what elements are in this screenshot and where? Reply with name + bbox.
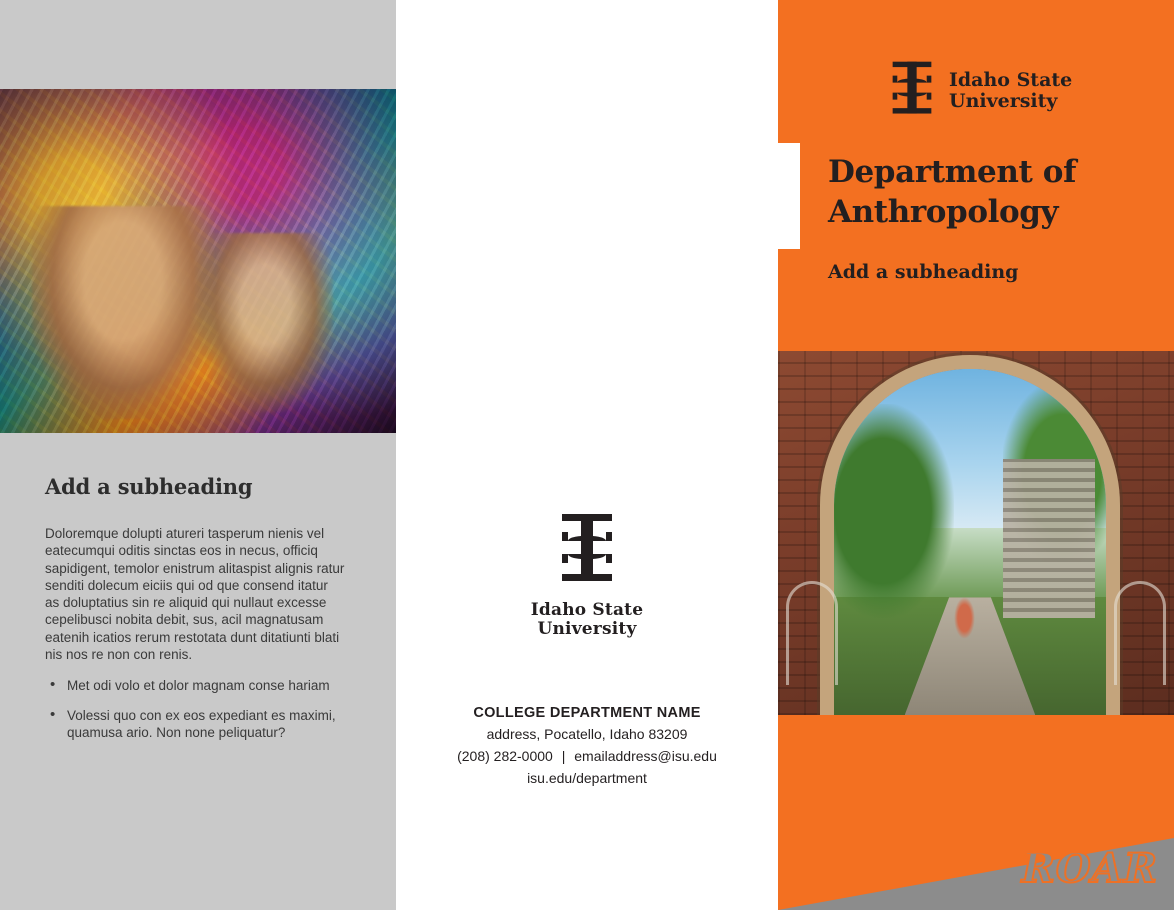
contact-block [396,705,778,786]
wordmark-line-1: Idaho State [949,68,1073,91]
cover-wordmark [949,70,1072,112]
phone-email-line [396,748,778,764]
list-item: • Volessi quo con ex eos expediant es maximi, quamusa ario. Non none peliquatur? [45,707,345,742]
photo-vignette [0,89,396,433]
roar-text: ROAR [1021,845,1158,892]
photo-campus-building [1003,459,1095,618]
photo-pedestrians [954,597,976,639]
photo-tree-left [834,404,954,619]
email-address[interactable]: emailaddress@isu.edu [574,748,717,764]
separator: | [561,748,566,764]
roar-wordmark [1022,845,1158,892]
left-subheading: Add a subheading [45,474,253,499]
dancers-photo [0,89,396,433]
middle-wordmark [396,601,778,639]
cover-subheading: Add a subheading [828,261,1019,283]
archway-photo [778,351,1174,715]
left-bullet-list [45,677,345,741]
middle-panel [396,0,778,910]
cover-title [828,152,1158,232]
department-name: COLLEGE DEPARTMENT NAME [473,705,701,721]
wordmark-line-2: University [537,619,637,639]
website-url[interactable]: isu.edu/department [527,770,647,786]
title-accent-bar [778,143,800,249]
address-line: address, Pocatello, Idaho 83209 [486,726,688,742]
cover-title-line-1: Department of [828,154,1077,190]
cover-logo-block [888,58,1072,123]
right-panel-cover [778,0,1174,910]
photo-archway [834,369,1106,715]
left-panel-content [45,474,345,753]
isu-logo-icon [556,510,618,591]
photo-railing-left [786,581,838,685]
phone-number: (208) 282-0000 [457,748,553,764]
list-item: • Met odi volo et dolor magnam conse hariam [45,677,345,694]
cover-title-line-2: Anthropology [828,194,1059,230]
wordmark-line-2: University [949,89,1058,112]
middle-logo-block [396,510,778,639]
left-panel [0,0,396,910]
isu-logo-icon [888,58,936,123]
photo-railing-right [1114,581,1166,685]
left-body-text: Doloremque dolupti atureri tasperum nienis vel eatecumqui oditis sinctas eos in necus, officiq sapidigent, temolor enistrum alitaspist alignis ratur senditi dolecum eiciis qui od que consend itatur as doluptatius sin re aliquid qui nullaut excesse cepelibusci nobita debit, sus, acil magnatusam eatenih icatios rerum restotata dunt ditatiunti blati nis nos re non con renis. [45,526,345,663]
wordmark-line-1: Idaho State [530,600,644,620]
